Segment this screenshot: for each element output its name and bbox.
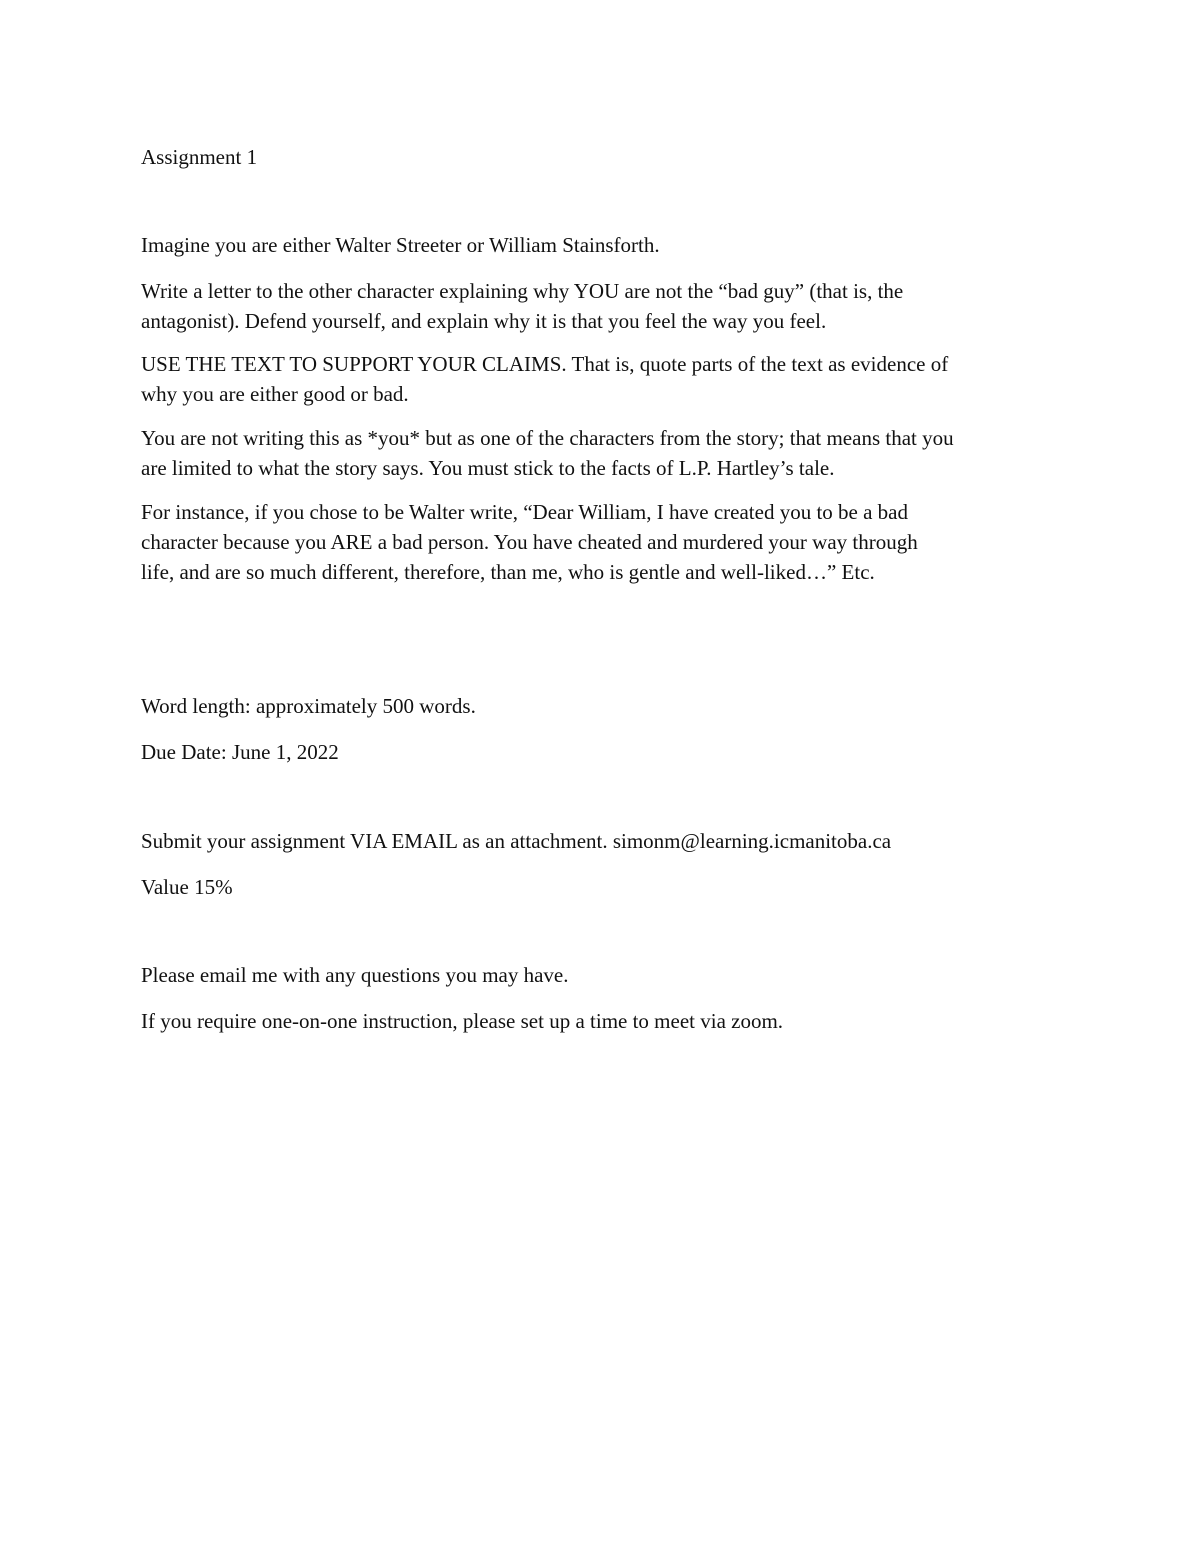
paragraph-line: are limited to what the story says. You must stick to the facts of L.P. Hartley’s tale. [141, 456, 835, 480]
intro-line: Imagine you are either Walter Streeter or William Stainsforth. [141, 233, 660, 257]
paragraph-line: life, and are so much different, therefore, than me, who is gentle and well-liked…” Etc. [141, 560, 875, 584]
paragraph-line: Write a letter to the other character explaining why YOU are not the “bad guy” (that is, the [141, 279, 904, 303]
paragraph-line: character because you ARE a bad person. You have cheated and murdered your way through [141, 530, 918, 554]
paragraph-line: USE THE TEXT TO SUPPORT YOUR CLAIMS. That is, quote parts of the text as evidence of [141, 352, 949, 376]
assignment-title: Assignment 1 [141, 145, 258, 169]
closing-line: If you require one-on-one instruction, please set up a time to meet via zoom. [141, 1009, 784, 1033]
closing-line: Please email me with any questions you may have. [141, 963, 569, 987]
word-length: Word length: approximately 500 words. [141, 694, 476, 718]
paragraph-line: antagonist). Defend yourself, and explain why it is that you feel the way you feel. [141, 309, 827, 333]
due-date: Due Date: June 1, 2022 [141, 740, 339, 764]
paragraph-line: For instance, if you chose to be Walter write, “Dear William, I have created you to be a bad [141, 500, 908, 524]
submission-instructions: Submit your assignment VIA EMAIL as an attachment. simonm@learning.icmanitoba.ca [141, 829, 892, 853]
paragraph-line: why you are either good or bad. [141, 382, 409, 406]
paragraph-line: You are not writing this as *you* but as one of the characters from the story; that means that you [141, 426, 954, 450]
assignment-value: Value 15% [141, 875, 233, 899]
